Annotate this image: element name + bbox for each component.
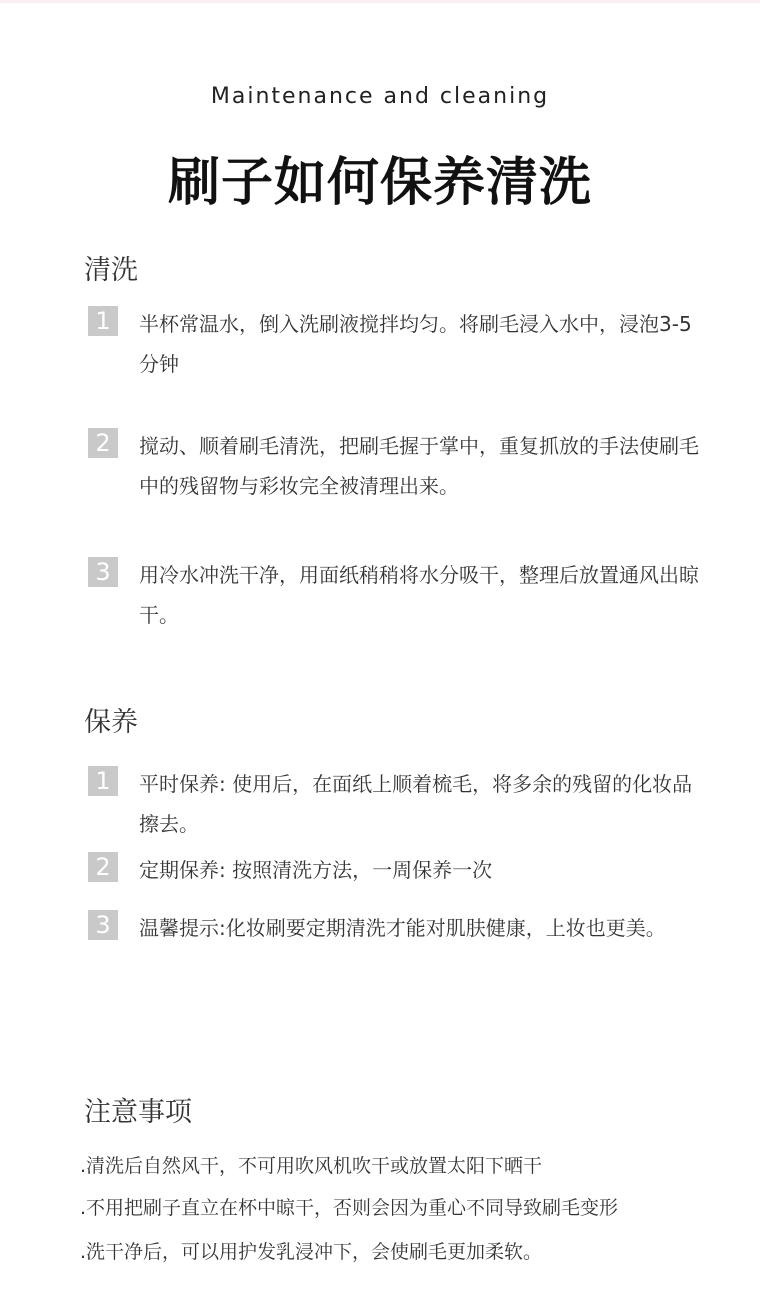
step-number-badge: 2 <box>88 852 118 882</box>
step-number-badge: 3 <box>88 910 118 940</box>
notes-heading: 注意事项 <box>84 1097 192 1128</box>
step-text: 搅动、顺着刷毛清洗，把刷毛握于掌中，重复抓放的手法使刷毛中的残留物与彩妆完全被清理出来。 <box>139 434 699 498</box>
maintenance-heading: 保养 <box>84 707 138 738</box>
note-item: .洗干净后，可以用护发乳浸冲下，会使刷毛更加柔软。 <box>80 1241 543 1263</box>
cleaning-heading: 清洗 <box>84 255 138 286</box>
step-number-badge: 2 <box>88 428 118 458</box>
step-number-badge: 1 <box>88 306 118 336</box>
page-title: 刷子如何保养清洗 <box>167 153 592 213</box>
step-text: 半杯常温水，倒入洗刷液搅拌均匀。将刷毛浸入水中，浸泡3-5分钟 <box>139 312 692 376</box>
page-subtitle: Maintenance and cleaning <box>210 84 550 109</box>
top-divider <box>0 0 760 3</box>
step-text: 平时保养: 使用后，在面纸上顺着梳毛，将多余的残留的化妆品擦去。 <box>139 772 693 836</box>
note-item: .不用把刷子直立在杯中晾干，否则会因为重心不同导致刷毛变形 <box>80 1197 619 1219</box>
step-text: 温馨提示:化妆刷要定期清洗才能对肌肤健康，上妆也更美。 <box>139 916 666 940</box>
step-text: 用冷水冲洗干净，用面纸稍稍将水分吸干，整理后放置通风出晾干。 <box>139 563 699 627</box>
note-item: .清洗后自然风干，不可用吹风机吹干或放置太阳下晒干 <box>80 1155 543 1177</box>
step-number-badge: 1 <box>88 766 118 796</box>
step-text: 定期保养: 按照清洗方法，一周保养一次 <box>139 858 493 882</box>
step-number-badge: 3 <box>88 557 118 587</box>
